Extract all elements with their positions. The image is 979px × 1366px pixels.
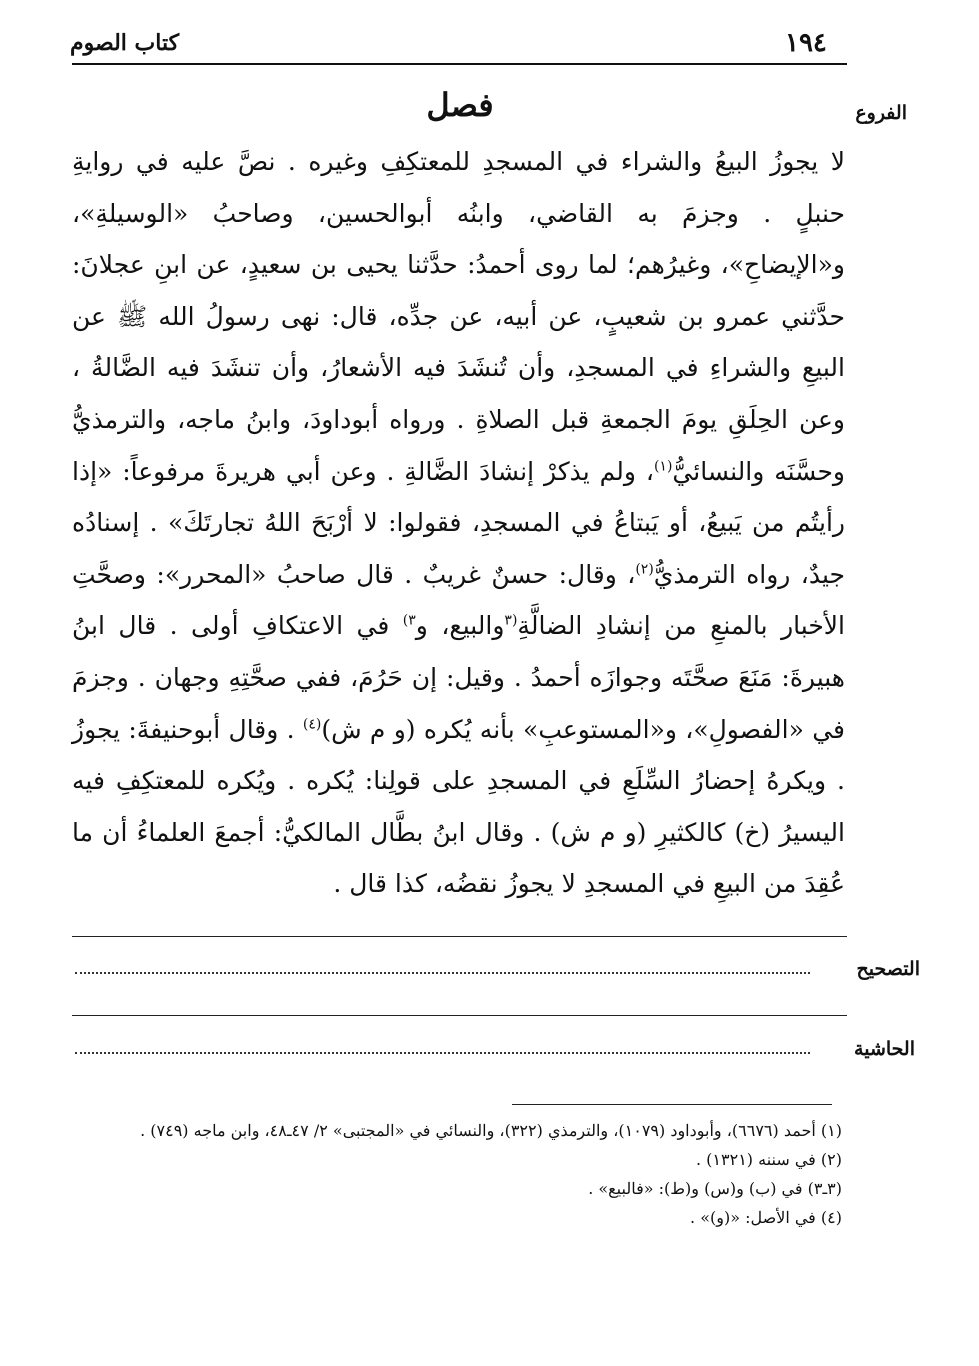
- footnote: (٣ـ٣) في (ب) و(س) و(ط): «فالبيع» .: [588, 1179, 842, 1198]
- section-title: فصل: [426, 86, 494, 124]
- hashiya-dotted-line: [75, 1052, 810, 1054]
- footnote-ref: ٣): [402, 613, 416, 630]
- footnote-ref: (٤): [302, 716, 322, 733]
- text-end-rule: [72, 936, 847, 937]
- tashih-rule: [72, 1015, 847, 1016]
- footnote-ref: (٢): [635, 561, 654, 578]
- footnote-ref: (١): [653, 458, 673, 475]
- text-segment: والبيع، و: [415, 611, 505, 641]
- header-rule: [72, 63, 847, 65]
- footnote-separator: [512, 1104, 832, 1105]
- text-segment: . وقال أبوحنيفةَ: يجوزُ . ويكرهُ إحضارُ السِّلَعِ في المسجدِ على قولِنا: يُكره . ويُكره للمعتكِفِ فيه اليسيرُ (خ) كالكثيرِ (و م ش) . وقال ابنُ بطَّال المالكيُّ: أجمعَ العلماءُ أن ما عُقِدَ من البيعِ في المسجدِ لا يجوزُ نقضُه، كذا قال .: [72, 714, 845, 899]
- text-segment: في الاعتكافِ أولى . قال ابنُ هبيرةَ: مَنَعَ صحَّتَه وجوازَه أحمدُ . وقيل: إن حَرُمَ، ففي صحَّتِهِ وجهان . وجزمَ في «الفصولِ»، و«المستوعبِ» بأنه يُكره (و م ش): [72, 611, 845, 744]
- footnote: (٤) في الأصل: «(و)» .: [690, 1208, 842, 1227]
- footnote: (٢) في سننه (١٣٢١) .: [695, 1150, 842, 1169]
- text-segment: ، ولم يذكرْ إنشادَ الضَّالةِ . وعن أبي هريرةَ مرفوعاً: «إذا رأيتُم من يَبيعُ، أو يَبتاعُ في المسجدِ، فقولوا: لا أرْبَحَ اللهُ تجارتَكَ» . إسنادُه جيدٌ، رواه الترمذيُّ: [72, 456, 845, 589]
- text-segment: ، وقال: حسنٌ غريبٌ . قال صاحبُ «المحرر»: وصحَّتِ الأخبار بالمنعِ من إنشادِ الضالَّةِ: [72, 559, 845, 641]
- side-label-furu: الفروع: [855, 102, 907, 124]
- running-head: كتاب الصوم: [70, 30, 180, 56]
- side-label-tashih: التصحيح: [856, 958, 920, 980]
- text-segment: لا يجوزُ البيعُ والشراء في المسجدِ للمعتكِفِ وغيره . نصَّ عليه في روايةِ حنبلٍ . وجزمَ به القاضي، وابنُه أبوالحسين، وصاحبُ «الوسيلةِ»، و«الإيضاحِ»، وغيرُهم؛ لما روى أحمدُ: حدَّثنا يحيى بن سعيدٍ، عن ابنِ عجلانَ: حدَّثني عمرو بن شعيبٍ، عن أبيه، عن جدِّه، قال: نهى رسولُ الله ﷺ عن البيعِ والشراءِ في المسجدِ، وأن تُنشَدَ فيه الأشعارُ، وأن تنشَدَ فيه الضَّالةُ ، وعن الحِلَقِ يومَ الجمعةِ قبل الصلاةِ . ورواه أبوداودَ، وابنُ ماجه، والترمذيُّ وحسَّنَه والنسائيُّ: [72, 147, 845, 486]
- footnotes: [72, 1118, 842, 1234]
- page-number: ١٩٤: [785, 28, 827, 58]
- footnote-ref: (٣: [504, 613, 518, 630]
- footnote: (١) أحمد (٦٦٧٦)، وأبوداود (١٠٧٩)، والترمذي (٣٢٢)، والنسائي في «المجتبى» ٢/ ٤٧ـ٤٨، وابن ماجه (٧٤٩) .: [140, 1121, 842, 1140]
- side-label-hashiya: الحاشية: [854, 1038, 915, 1060]
- tashih-dotted-line: [75, 972, 810, 974]
- main-text: [72, 136, 845, 910]
